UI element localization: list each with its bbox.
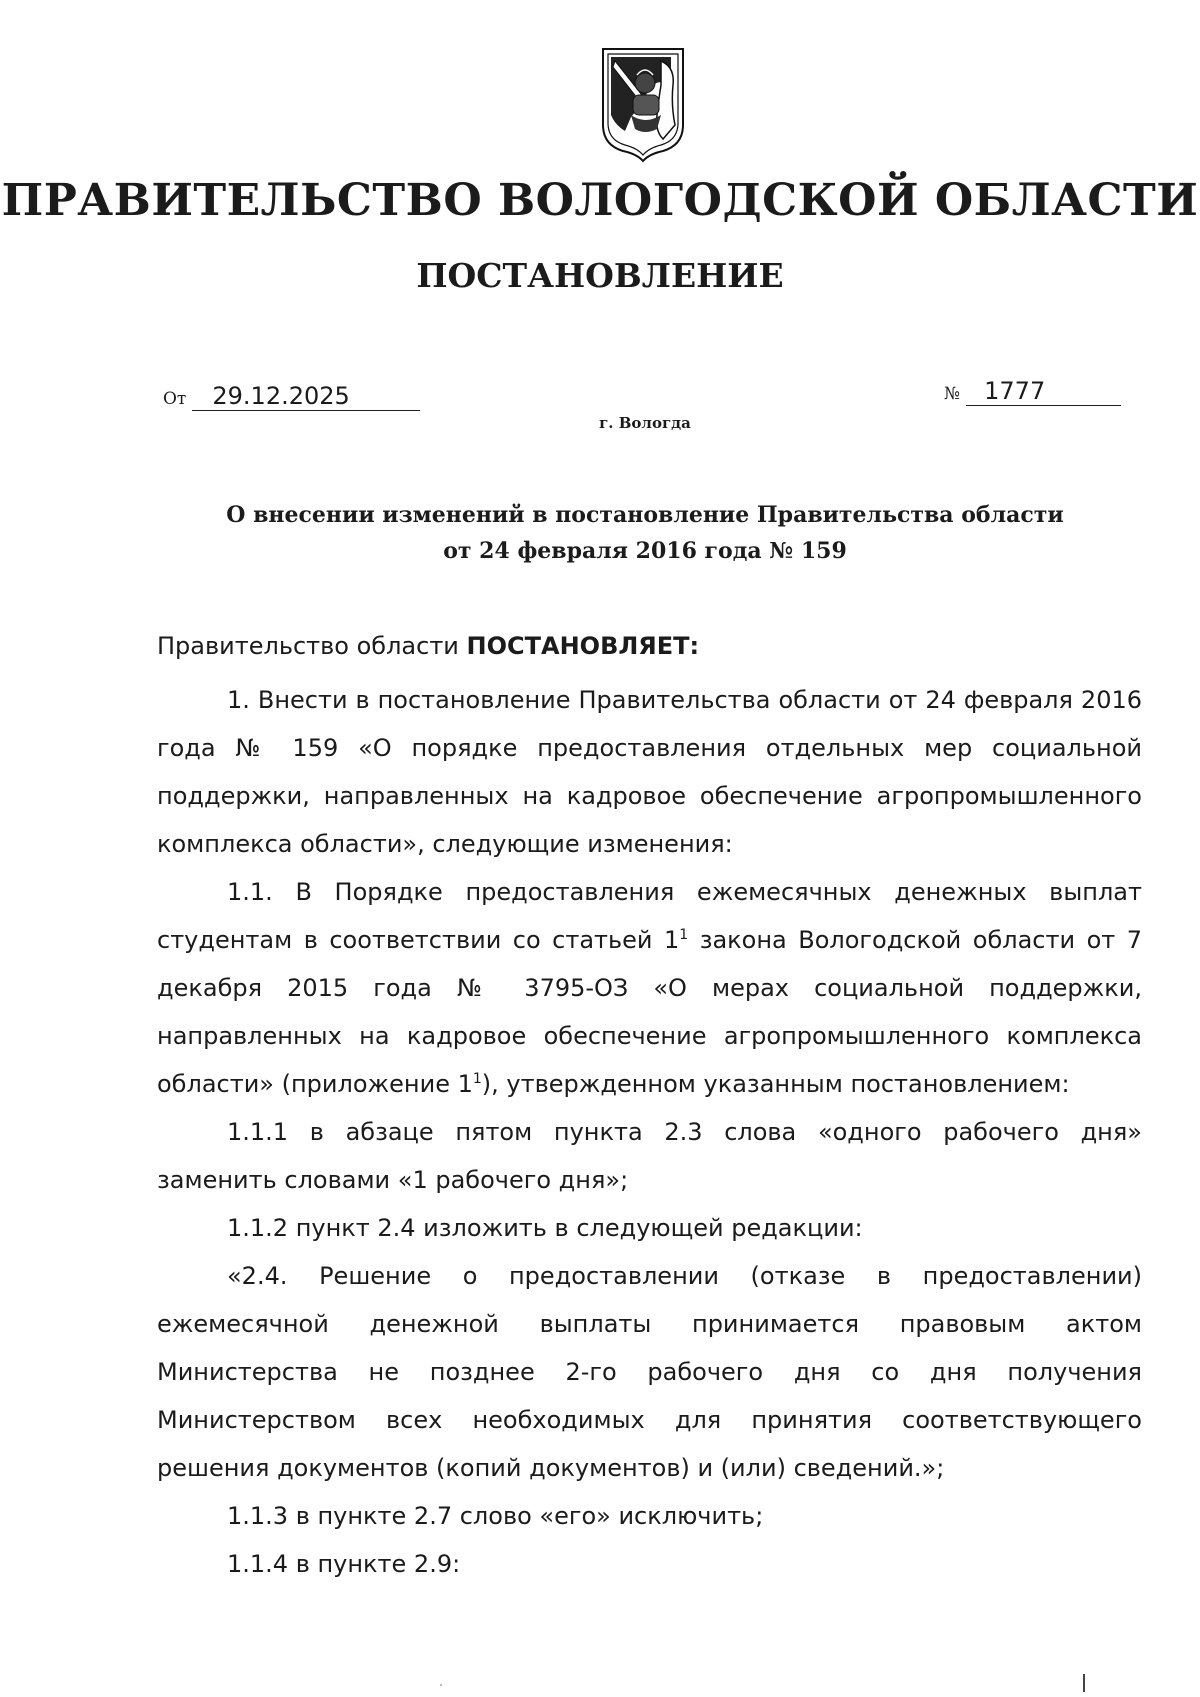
paragraph-1-1-3: 1.1.3 в пункте 2.7 слово «его» исключить; <box>227 1502 764 1530</box>
date-row <box>163 382 420 411</box>
document-body <box>157 622 1142 1588</box>
city-label: г. Вологда <box>599 414 691 432</box>
scan-edge-mark <box>1083 1674 1085 1692</box>
document-type-title: ПОСТАНОВЛЕНИЕ <box>416 256 784 295</box>
paragraph-1-1 <box>157 868 1142 1108</box>
document-subject <box>0 497 1200 569</box>
coat-of-arms-icon <box>601 45 685 163</box>
subject-line-2: от 24 февраля 2016 года № 159 <box>443 538 847 564</box>
scan-speck <box>440 1684 442 1686</box>
preamble <box>157 622 1142 670</box>
document-date: 29.12.2025 <box>192 382 420 411</box>
paragraph-1-1-2: 1.1.2 пункт 2.4 изложить в следующей редакции: <box>227 1214 863 1242</box>
authority-title: ПРАВИТЕЛЬСТВО ВОЛОГОДСКОЙ ОБЛАСТИ <box>1 175 1199 226</box>
coat-of-arms-graphic <box>601 45 685 163</box>
number-row <box>944 377 1121 406</box>
preamble-decree: ПОСТАНОВЛЯЕТ: <box>466 632 700 660</box>
paragraph-1-1-part-a: 1.1. В Порядке предоставления ежемесячных денежных выплат студентам в соответствии со статьей 1 <box>157 878 1142 954</box>
date-prefix: От <box>163 389 187 409</box>
paragraph-1-1-part-b: закона Вологодской области от 7 декабря 2015 года № 3795-ОЗ «О мерах социальной поддержки, направленных на кадровое обеспечение агропромышленного комплекса области» (приложение 1 <box>157 926 1142 1098</box>
paragraph-2-4-quote: «2.4. Решение о предоставлении (отказе в предоставлении) ежемесячной денежной выплаты принимается правовым актом Министерства не позднее 2-го рабочего дня со дня получения Министерством всех необходимых для принятия соответствующего решения документов (копий документов) и (или) сведений.»; <box>157 1262 1142 1482</box>
superscript-article: 1 <box>679 927 689 943</box>
document-number: 1777 <box>966 377 1121 406</box>
preamble-text: Правительство области <box>157 632 467 660</box>
number-prefix: № <box>944 384 961 404</box>
paragraph-1: 1. Внести в постановление Правительства области от 24 февраля 2016 года № 159 «О порядке предоставления отдельных мер социальной поддержки, направленных на кадровое обеспечение агропромышленного комплекса области», следующие изменения: <box>157 686 1142 858</box>
subject-line-1: О внесении изменений в постановление Правительства области <box>226 502 1064 528</box>
paragraph-1-1-part-c: ), утвержденном указанным постановлением: <box>481 1070 1070 1098</box>
superscript-appendix: 1 <box>472 1071 482 1087</box>
paragraph-1-1-1: 1.1.1 в абзаце пятом пункта 2.3 слова «одного рабочего дня» заменить словами «1 рабочего дня»; <box>157 1118 1142 1194</box>
paragraph-1-1-4: 1.1.4 в пункте 2.9: <box>227 1550 461 1578</box>
